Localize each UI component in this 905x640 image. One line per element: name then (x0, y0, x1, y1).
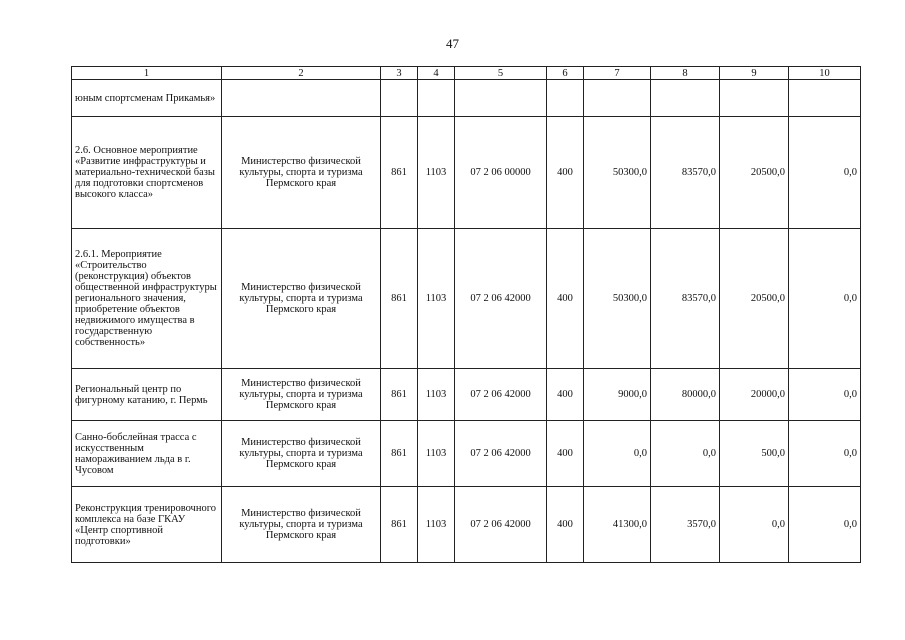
expense-type-code: 400 (547, 421, 584, 487)
amount-col7: 50300,0 (584, 229, 651, 369)
amount-col10: 0,0 (789, 229, 861, 369)
table-row (72, 487, 861, 563)
ministry-cell (222, 80, 381, 117)
amount-col8 (651, 80, 720, 117)
ministry-cell: Министерство физической культуры, спорта и туризма Пермского края (222, 117, 381, 229)
activity-name: Региональный центр по фигурному катанию, г. Пермь (72, 369, 222, 421)
amount-col10: 0,0 (789, 421, 861, 487)
header-cell: 8 (651, 67, 720, 80)
admin-code: 861 (381, 487, 418, 563)
amount-col9: 20500,0 (720, 229, 789, 369)
header-cell: 10 (789, 67, 861, 80)
section-code: 1103 (418, 369, 455, 421)
table-row (72, 369, 861, 421)
table-row (72, 229, 861, 369)
table-row (72, 80, 861, 117)
table-row (72, 421, 861, 487)
section-code: 1103 (418, 487, 455, 563)
amount-col10: 0,0 (789, 487, 861, 563)
expense-type-code: 400 (547, 487, 584, 563)
ministry-cell: Министерство физической культуры, спорта и туризма Пермского края (222, 487, 381, 563)
budget-table (71, 66, 861, 563)
amount-col9: 20500,0 (720, 117, 789, 229)
amount-col10: 0,0 (789, 117, 861, 229)
target-code: 07 2 06 00000 (455, 117, 547, 229)
target-code (455, 80, 547, 117)
admin-code: 861 (381, 229, 418, 369)
amount-col8: 83570,0 (651, 229, 720, 369)
activity-name: юным спортсменам Прикамья» (72, 80, 222, 117)
amount-col10 (789, 80, 861, 117)
header-cell: 2 (222, 67, 381, 80)
amount-col8: 80000,0 (651, 369, 720, 421)
page-number: 47 (446, 36, 459, 51)
amount-col7: 9000,0 (584, 369, 651, 421)
admin-code (381, 80, 418, 117)
header-cell: 4 (418, 67, 455, 80)
amount-col8: 83570,0 (651, 117, 720, 229)
admin-code: 861 (381, 421, 418, 487)
target-code: 07 2 06 42000 (455, 369, 547, 421)
amount-col9: 20000,0 (720, 369, 789, 421)
activity-name: 2.6.1. Мероприятие «Строительство (реконструкция) объектов общественной инфраструктуры регионального значения, приобретение объектов недвижимого имущества в государственную собственность» (72, 229, 222, 369)
target-code: 07 2 06 42000 (455, 229, 547, 369)
amount-col7: 41300,0 (584, 487, 651, 563)
amount-col7: 0,0 (584, 421, 651, 487)
expense-type-code: 400 (547, 117, 584, 229)
activity-name: Реконструкция тренировочного комплекса на базе ГКАУ «Центр спортивной подготовки» (72, 487, 222, 563)
amount-col8: 3570,0 (651, 487, 720, 563)
expense-type-code (547, 80, 584, 117)
admin-code: 861 (381, 369, 418, 421)
ministry-cell: Министерство физической культуры, спорта и туризма Пермского края (222, 421, 381, 487)
admin-code: 861 (381, 117, 418, 229)
section-code: 1103 (418, 421, 455, 487)
section-code (418, 80, 455, 117)
amount-col7: 50300,0 (584, 117, 651, 229)
section-code: 1103 (418, 229, 455, 369)
amount-col9: 0,0 (720, 487, 789, 563)
header-cell: 3 (381, 67, 418, 80)
amount-col8: 0,0 (651, 421, 720, 487)
table-row (72, 117, 861, 229)
header-cell: 1 (72, 67, 222, 80)
amount-col9 (720, 80, 789, 117)
header-cell: 5 (455, 67, 547, 80)
amount-col9: 500,0 (720, 421, 789, 487)
header-cell: 7 (584, 67, 651, 80)
activity-name: 2.6. Основное мероприятие «Развитие инфраструктуры и материально-технической базы для подготовки спортсменов высокого класса» (72, 117, 222, 229)
target-code: 07 2 06 42000 (455, 487, 547, 563)
header-cell: 6 (547, 67, 584, 80)
section-code: 1103 (418, 117, 455, 229)
ministry-cell: Министерство физической культуры, спорта и туризма Пермского края (222, 369, 381, 421)
header-cell: 9 (720, 67, 789, 80)
table-header-row (72, 67, 861, 80)
amount-col10: 0,0 (789, 369, 861, 421)
expense-type-code: 400 (547, 229, 584, 369)
activity-name: Санно-бобслейная трасса с искусственным намораживанием льда в г. Чусовом (72, 421, 222, 487)
target-code: 07 2 06 42000 (455, 421, 547, 487)
ministry-cell: Министерство физической культуры, спорта и туризма Пермского края (222, 229, 381, 369)
amount-col7 (584, 80, 651, 117)
expense-type-code: 400 (547, 369, 584, 421)
